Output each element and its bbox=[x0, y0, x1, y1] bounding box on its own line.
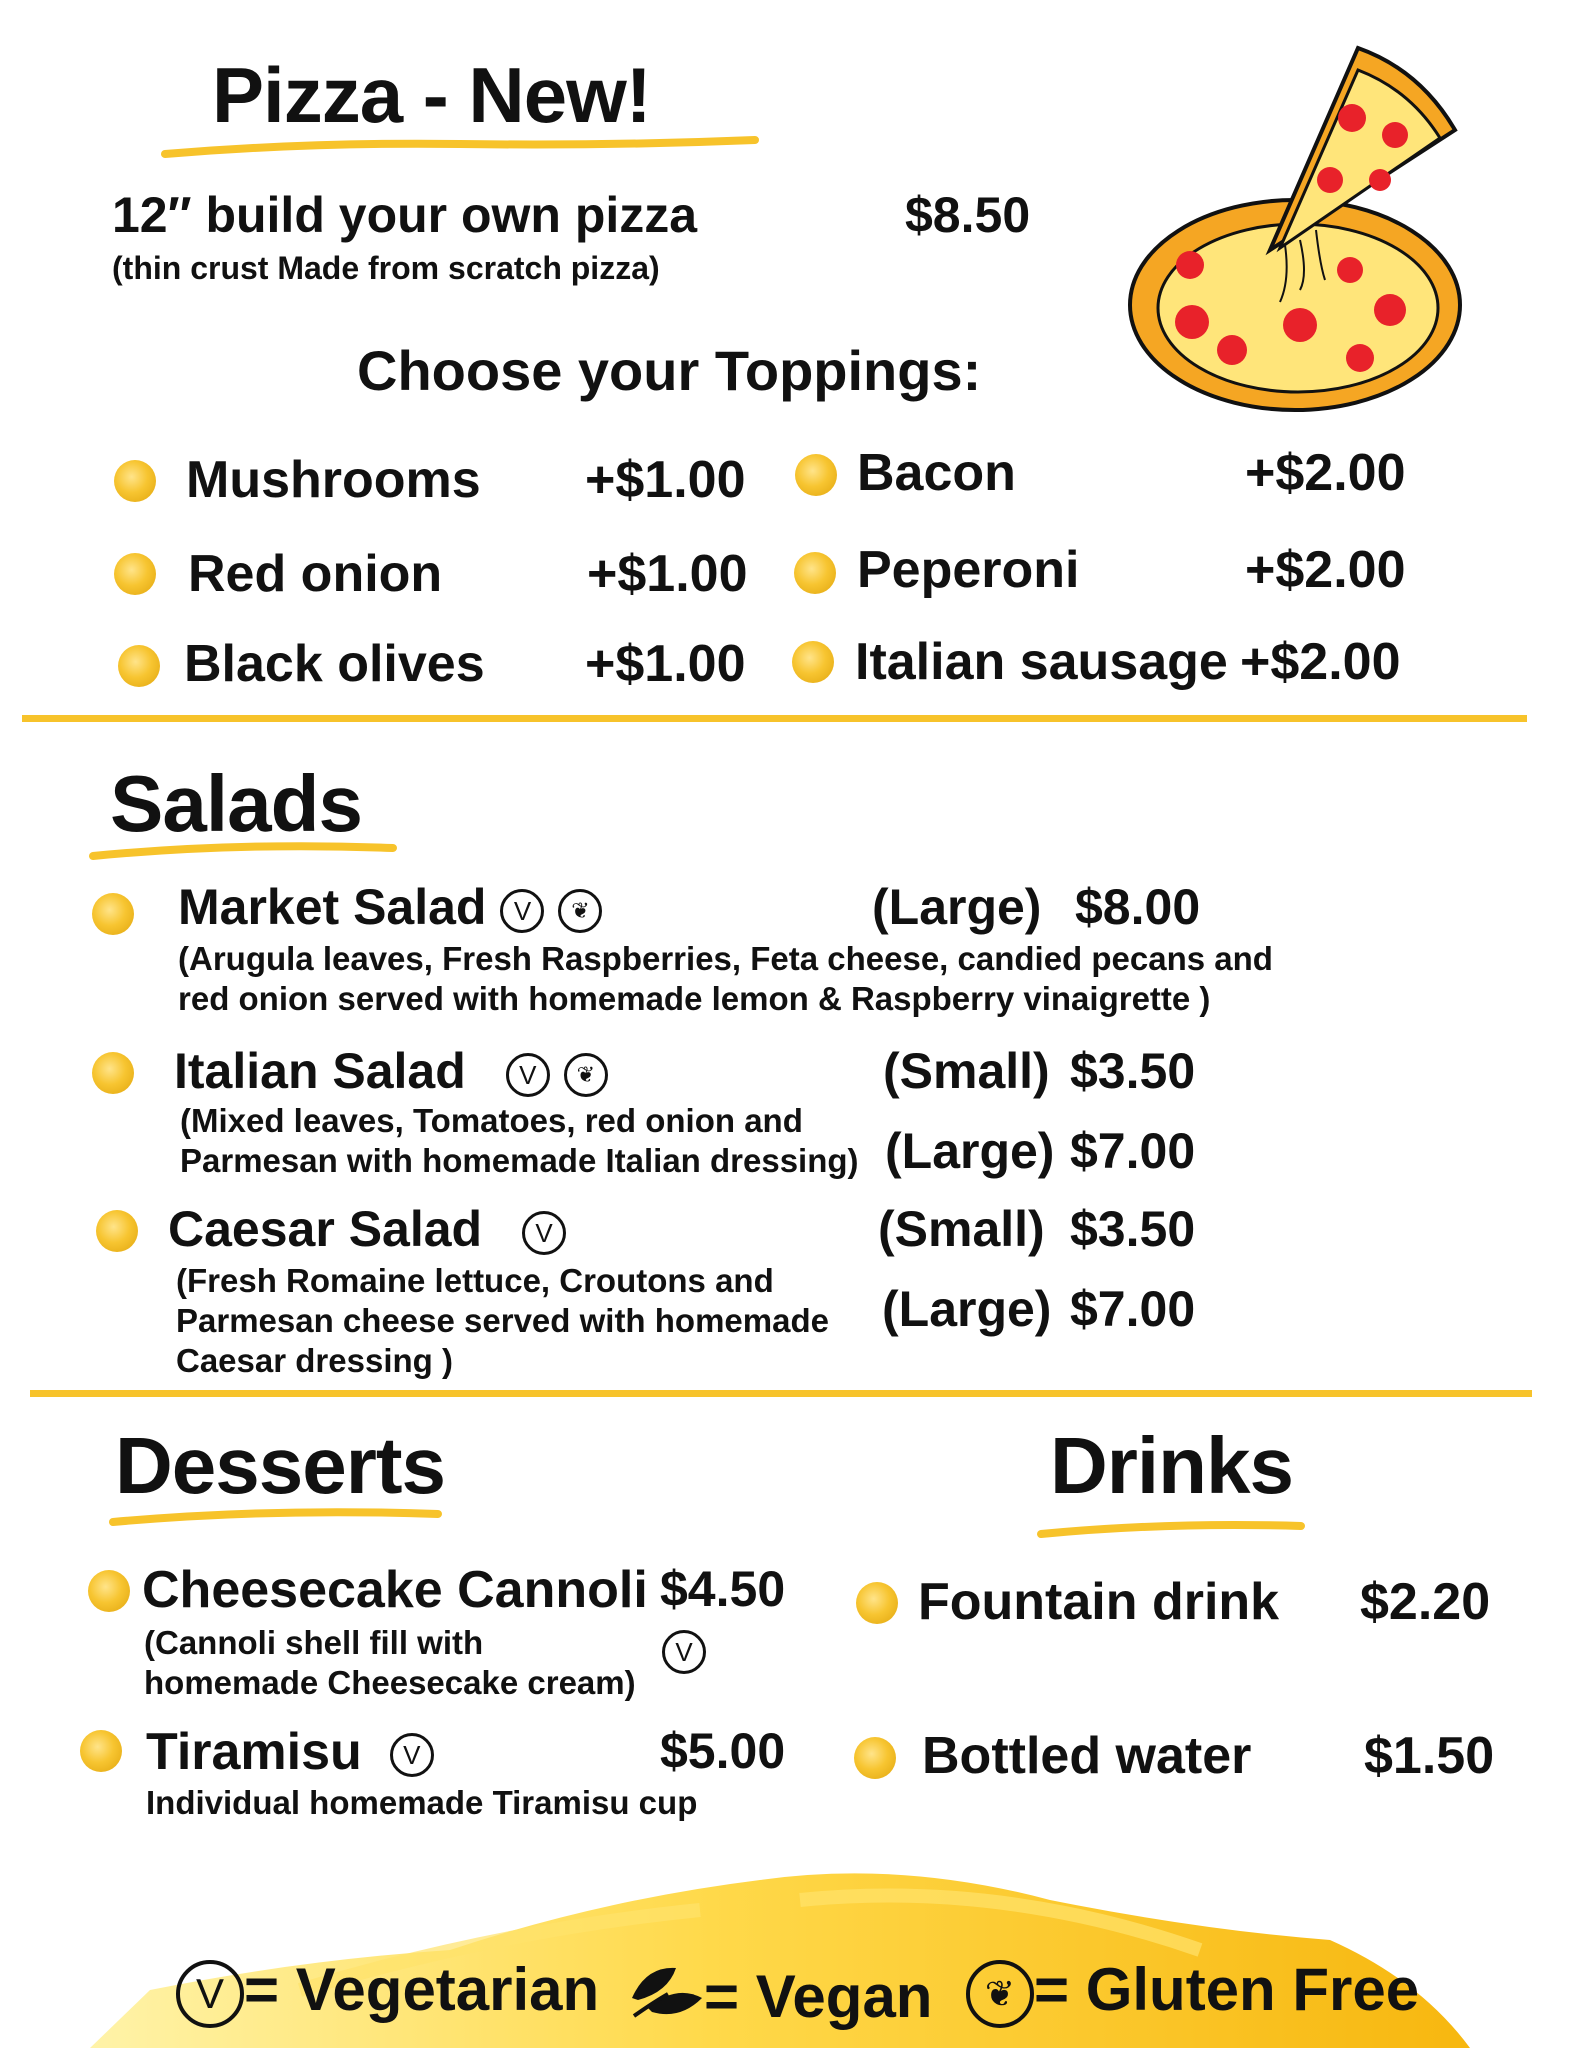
section-divider bbox=[22, 715, 1527, 722]
salad-desc: red onion served with homemade lemon & Raspberry vinaigrette ) bbox=[178, 980, 1211, 1017]
topping-price: +$2.00 bbox=[1245, 444, 1406, 502]
toppings-heading: Choose your Toppings: bbox=[357, 339, 982, 402]
gluten-free-icon: ❦ bbox=[966, 1960, 1034, 2028]
dessert-desc: Individual homemade Tiramisu cup bbox=[146, 1784, 698, 1821]
topping-price: +$2.00 bbox=[1245, 541, 1406, 599]
salad-desc: Parmesan with homemade Italian dressing) bbox=[180, 1142, 859, 1179]
vegan-leaf-icon bbox=[628, 1958, 706, 2022]
bullet-dot-icon bbox=[794, 552, 836, 594]
salad-size: (Large) bbox=[872, 879, 1042, 935]
salad-desc: (Mixed leaves, Tomatoes, red onion and bbox=[180, 1102, 803, 1139]
salad-size: (Large) bbox=[882, 1281, 1052, 1337]
topping-name: Peperoni bbox=[857, 541, 1080, 599]
bullet-dot-icon bbox=[792, 641, 834, 683]
desserts-title-underline bbox=[108, 1502, 444, 1528]
bullet-dot-icon bbox=[854, 1737, 896, 1779]
vegetarian-icon: V bbox=[506, 1053, 550, 1097]
bullet-dot-icon bbox=[856, 1582, 898, 1624]
salad-price: $3.50 bbox=[1070, 1201, 1196, 1257]
topping-name: Mushrooms bbox=[186, 451, 481, 509]
bullet-dot-icon bbox=[92, 893, 134, 935]
dessert-price: $4.50 bbox=[660, 1561, 786, 1617]
dessert-name: Cheesecake Cannoli bbox=[142, 1561, 648, 1619]
bullet-dot-icon bbox=[96, 1210, 138, 1252]
salad-size: (Large) bbox=[885, 1123, 1055, 1179]
vegetarian-icon: V bbox=[662, 1630, 706, 1674]
topping-price: +$2.00 bbox=[1240, 633, 1401, 691]
salad-name-text: Caesar Salad bbox=[168, 1201, 483, 1257]
salad-name bbox=[168, 1200, 566, 1258]
drink-name: Fountain drink bbox=[918, 1573, 1280, 1631]
dessert-name-text: Tiramisu bbox=[146, 1723, 362, 1781]
bullet-dot-icon bbox=[795, 454, 837, 496]
legend-gluten-free-label: = Gluten Free bbox=[1034, 1956, 1420, 2023]
bullet-dot-icon bbox=[114, 553, 156, 595]
drink-name: Bottled water bbox=[922, 1727, 1252, 1785]
legend-gluten-free bbox=[966, 1955, 1419, 2028]
topping-name: Red onion bbox=[188, 545, 443, 603]
salad-name bbox=[178, 878, 602, 936]
pizza-slice-illustration bbox=[1120, 40, 1470, 420]
drinks-title: Drinks bbox=[1050, 1421, 1293, 1510]
pizza-item-name: 12″ build your own pizza bbox=[112, 187, 698, 243]
salad-name bbox=[174, 1042, 608, 1100]
vegetarian-icon: V bbox=[500, 889, 544, 933]
bullet-dot-icon bbox=[114, 460, 156, 502]
drink-price: $2.20 bbox=[1360, 1573, 1491, 1631]
pizza-item-desc: (thin crust Made from scratch pizza) bbox=[112, 250, 660, 286]
topping-name: Bacon bbox=[857, 444, 1016, 502]
salad-price: $7.00 bbox=[1070, 1123, 1196, 1179]
dessert-desc: homemade Cheesecake cream) bbox=[144, 1664, 636, 1701]
dessert-desc: (Cannoli shell fill with bbox=[144, 1624, 484, 1661]
topping-price: +$1.00 bbox=[585, 635, 746, 693]
salads-title: Salads bbox=[110, 759, 362, 848]
vegetarian-icon: V bbox=[176, 1960, 244, 2028]
bullet-dot-icon bbox=[92, 1052, 134, 1094]
drinks-title-underline bbox=[1036, 1516, 1306, 1542]
legend-vegan-label: = Vegan bbox=[704, 1963, 933, 2030]
salad-size: (Small) bbox=[883, 1043, 1050, 1099]
desserts-title: Desserts bbox=[115, 1421, 446, 1510]
bullet-dot-icon bbox=[80, 1730, 122, 1772]
salad-price: $7.00 bbox=[1070, 1281, 1196, 1337]
dessert-price: $5.00 bbox=[660, 1723, 786, 1779]
salad-size: (Small) bbox=[878, 1201, 1045, 1257]
salad-price: $8.00 bbox=[1075, 879, 1201, 935]
bullet-dot-icon bbox=[118, 645, 160, 687]
salad-desc: Parmesan cheese served with homemade bbox=[176, 1302, 829, 1339]
topping-price: +$1.00 bbox=[585, 451, 746, 509]
topping-name: Italian sausage bbox=[855, 633, 1228, 691]
salad-price: $3.50 bbox=[1070, 1043, 1196, 1099]
salad-desc: (Fresh Romaine lettuce, Croutons and bbox=[176, 1262, 774, 1299]
legend-vegetarian-label: = Vegetarian bbox=[244, 1956, 600, 2023]
salad-name-text: Market Salad bbox=[178, 879, 487, 935]
salad-name-text: Italian Salad bbox=[174, 1043, 466, 1099]
pizza-title-underline bbox=[160, 132, 760, 162]
vegetarian-icon: V bbox=[522, 1211, 566, 1255]
gluten-free-icon: ❦ bbox=[558, 889, 602, 933]
dessert-name bbox=[146, 1722, 434, 1782]
section-divider bbox=[30, 1390, 1532, 1397]
vegetarian-icon: V bbox=[390, 1733, 434, 1777]
drink-price: $1.50 bbox=[1364, 1727, 1495, 1785]
topping-name: Black olives bbox=[184, 635, 485, 693]
salads-title-underline bbox=[88, 836, 398, 862]
legend-vegetarian bbox=[176, 1955, 599, 2028]
bullet-dot-icon bbox=[88, 1570, 130, 1612]
salad-desc: (Arugula leaves, Fresh Raspberries, Feta cheese, candied pecans and bbox=[178, 940, 1273, 977]
topping-price: +$1.00 bbox=[587, 545, 748, 603]
gluten-free-icon: ❦ bbox=[564, 1053, 608, 1097]
salad-desc: Caesar dressing ) bbox=[176, 1342, 453, 1379]
pizza-item-price: $8.50 bbox=[905, 187, 1031, 243]
pizza-title: Pizza - New! bbox=[212, 51, 651, 139]
